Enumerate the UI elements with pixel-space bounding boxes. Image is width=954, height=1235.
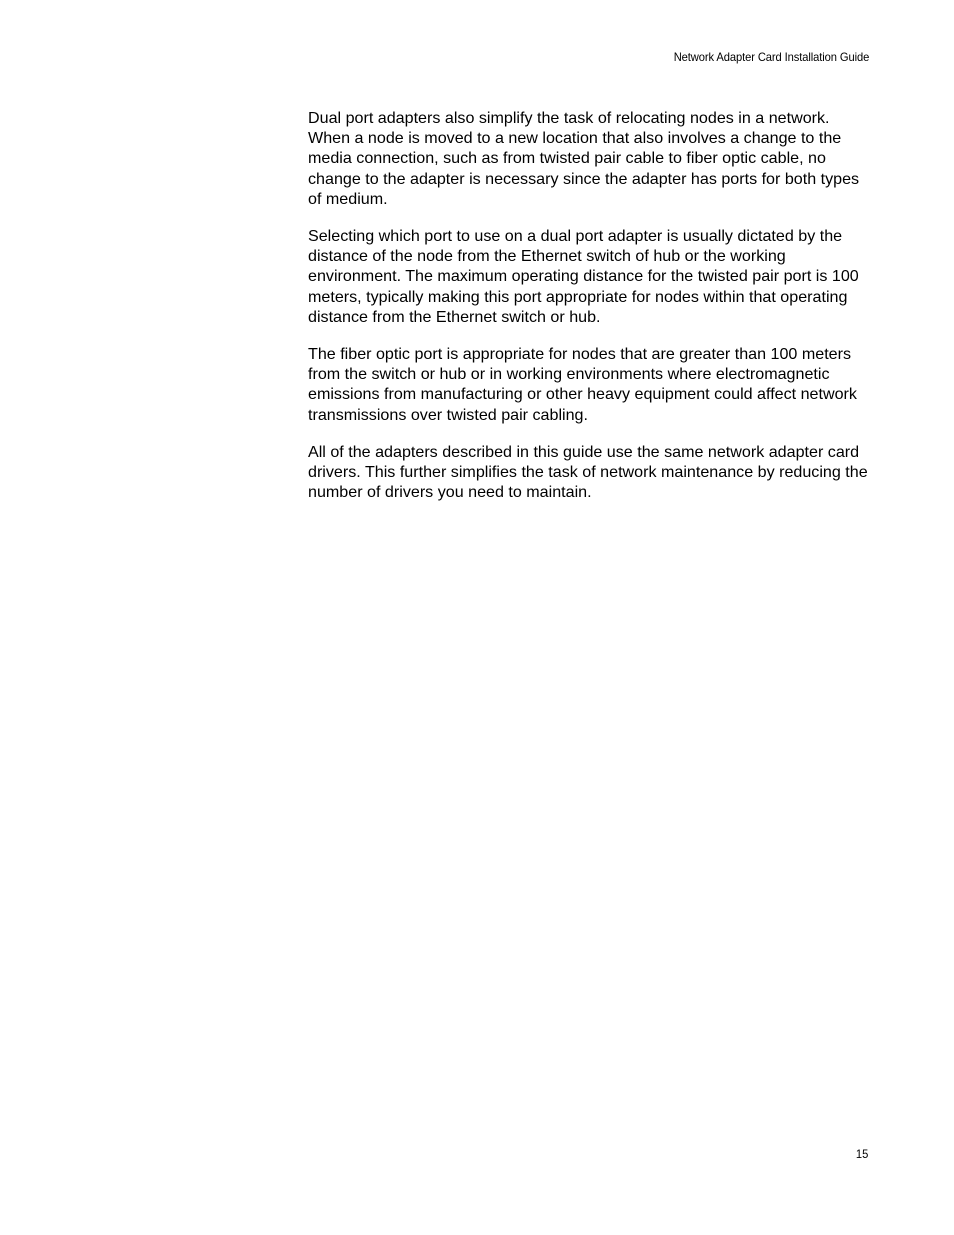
running-header-title: Network Adapter Card Installation Guide — [673, 50, 869, 64]
body-text — [308, 108, 876, 519]
paragraph-fiber-optic-port: The fiber optic port is appropriate for nodes that are greater than 100 meters from the switch or hub or in working environments where electromagnetic emissions from manufacturing or other heavy equipment could affect network transmissions over twisted pair cabling. — [308, 345, 857, 424]
paragraph-dual-port-relocation: Dual port adapters also simplify the task of relocating nodes in a network. When a node is moved to a new location that also involves a change to the media connection, such as from twisted pair cable to fiber optic cable, no change to the adapter is necessary since the adapter has ports for both types of medium. — [308, 109, 860, 208]
paragraph-shared-drivers: All of the adapters described in this guide use the same network adapter card drivers. This further simplifies the task of network maintenance by reducing the number of drivers you need to maintain. — [308, 442, 868, 502]
paragraph-port-selection: Selecting which port to use on a dual port adapter is usually dictated by the distance of the node from the Ethernet switch of hub or the working environment. The maximum operating distance for the twisted pair port is 100 meters, typically making this port appropriate for nodes within that operating distance from the Ethernet switch or hub. — [308, 227, 859, 326]
page-number: 15 — [855, 1147, 868, 1161]
